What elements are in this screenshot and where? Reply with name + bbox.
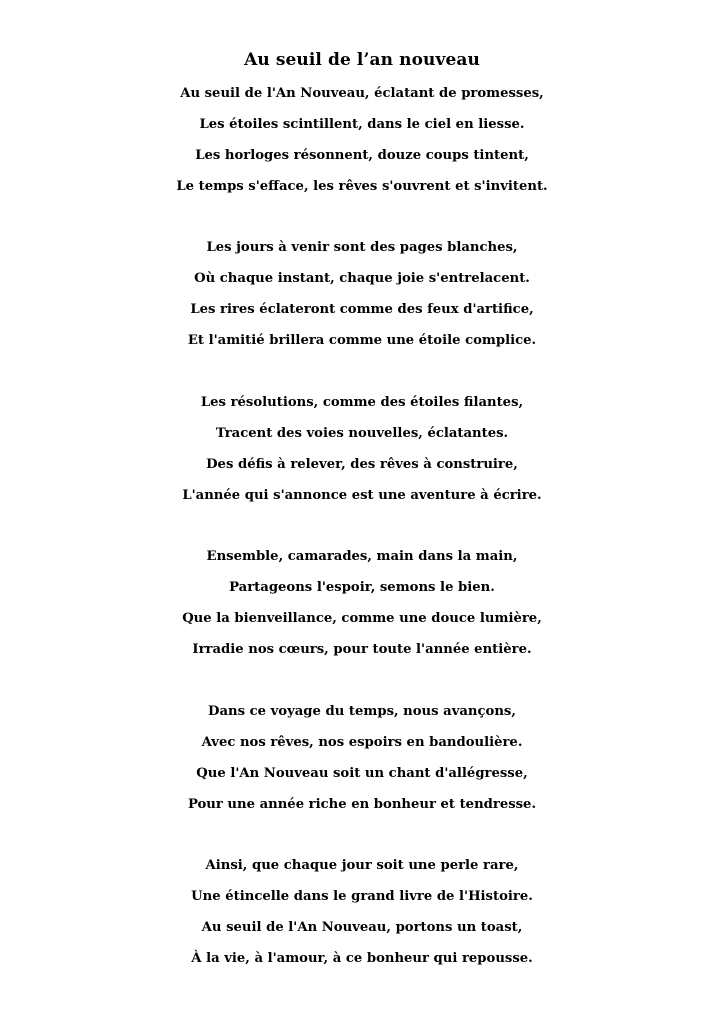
poem-line: Ainsi, que chaque jour soit une perle rare, <box>205 858 519 873</box>
poem-title: Au seuil de l’an nouveau <box>244 50 480 70</box>
stanza-5 <box>0 696 724 820</box>
poem-line: Les rires éclateront comme des feux d'artifice, <box>190 302 534 317</box>
stanza-4 <box>0 541 724 665</box>
poem-line: Où chaque instant, chaque joie s'entrelacent. <box>194 271 530 286</box>
poem-line: Et l'amitié brillera comme une étoile complice. <box>187 333 537 348</box>
poem-line: Une étincelle dans le grand livre de l'Histoire. <box>191 889 533 904</box>
poem-line: Au seuil de l'An Nouveau, portons un toast, <box>201 920 523 935</box>
poem-line: À la vie, à l'amour, à ce bonheur qui repousse. <box>191 951 533 966</box>
poem-line: Les horloges résonnent, douze coups tintent, <box>195 148 529 163</box>
poem-line: Tracent des voies nouvelles, éclatantes. <box>215 426 509 441</box>
poem-line: Pour une année riche en bonheur et tendresse. <box>187 797 537 812</box>
poem-line: Le temps s'efface, les rêves s'ouvrent et s'invitent. <box>176 179 548 194</box>
poem-line: Que l'An Nouveau soit un chant d'allégresse, <box>196 766 528 781</box>
poem-line: Des défis à relever, des rêves à construire, <box>206 457 518 472</box>
stanza-6 <box>0 850 724 974</box>
poem-line: Avec nos rêves, nos espoirs en bandoulière. <box>201 735 523 750</box>
stanza-3 <box>0 387 724 511</box>
poem-line: Que la bienveillance, comme une douce lumière, <box>182 611 542 626</box>
poem-line: Au seuil de l'An Nouveau, éclatant de promesses, <box>180 86 544 101</box>
poem-line: Ensemble, camarades, main dans la main, <box>206 549 518 564</box>
poem-line: L'année qui s'annonce est une aventure à écrire. <box>182 488 542 503</box>
poem-line: Irradie nos cœurs, pour toute l'année entière. <box>192 642 532 657</box>
stanza-2 <box>0 232 724 356</box>
poem-line: Les étoiles scintillent, dans le ciel en liesse. <box>199 117 525 132</box>
poem-line: Dans ce voyage du temps, nous avançons, <box>208 704 516 719</box>
stanza-1 <box>0 78 724 202</box>
poem-line: Les jours à venir sont des pages blanches, <box>206 240 518 255</box>
poem-line: Les résolutions, comme des étoiles filantes, <box>200 395 524 410</box>
poem-line: Partageons l'espoir, semons le bien. <box>229 580 495 595</box>
